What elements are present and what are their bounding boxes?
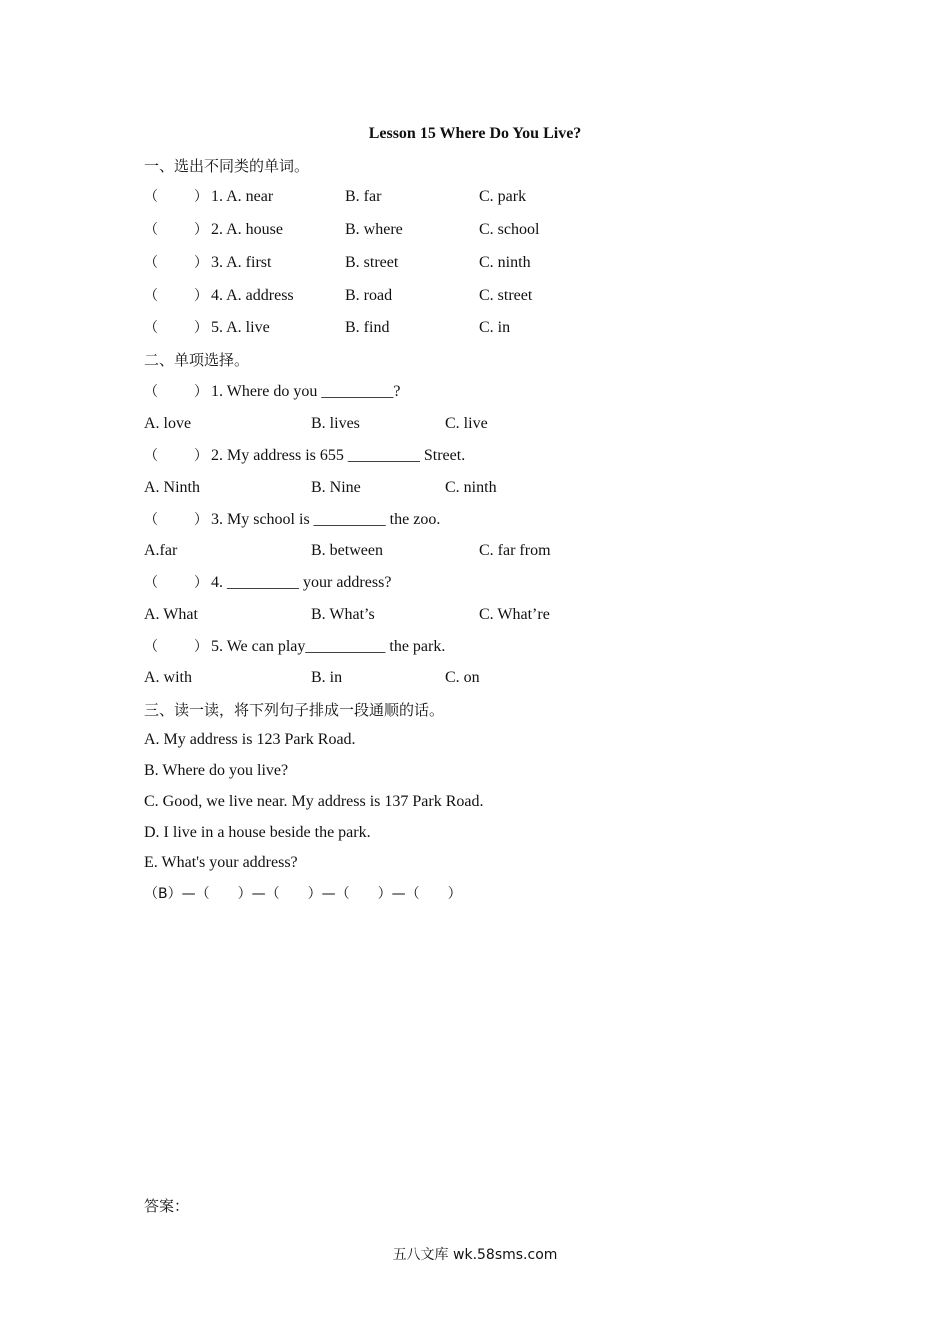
- option-c: C. live: [445, 415, 488, 432]
- footer-watermark: 五八文库 wk.58sms.com: [392, 1247, 558, 1263]
- option-c: C. What’re: [479, 606, 550, 623]
- option-c: C. ninth: [445, 479, 497, 496]
- option-b: B. find: [345, 319, 390, 336]
- answer-blank: （ ）: [144, 255, 208, 271]
- answer-blank: （ ）: [144, 189, 208, 205]
- section-3-heading: 三、读一读，将下列句子排成一段通顺的话。: [144, 701, 445, 719]
- option-a: A. love: [144, 415, 192, 432]
- answer-blank: （ ）: [144, 222, 208, 238]
- answer-blank: （ ）: [144, 384, 208, 400]
- option-c: C. on: [445, 669, 480, 686]
- question-text: 5. We can play__________ the park.: [211, 638, 446, 655]
- answer-blank: （ ）: [144, 512, 208, 528]
- option-a: A. Ninth: [144, 479, 200, 496]
- option-c: C. street: [479, 287, 533, 304]
- answer-blank: （ ）: [144, 288, 208, 304]
- answer-label: 答案：: [144, 1197, 190, 1215]
- question-text: 1. A. near: [211, 188, 274, 205]
- question-text: 2. My address is 655 _________ Street.: [211, 447, 466, 464]
- option-c: C. in: [479, 319, 511, 336]
- option-b: B. far: [345, 188, 382, 205]
- sentence: D. I live in a house beside the park.: [144, 824, 371, 841]
- sentence: C. Good, we live near. My address is 137 Park Road.: [144, 793, 484, 810]
- option-b: B. street: [345, 254, 399, 271]
- option-b: B. Nine: [311, 479, 361, 496]
- sentence: A. My address is 123 Park Road.: [144, 731, 356, 748]
- page-title: Lesson 15 Where Do You Live?: [368, 125, 582, 142]
- option-b: B. What’s: [311, 606, 375, 623]
- option-b: B. between: [311, 542, 383, 559]
- option-a: A. with: [144, 669, 192, 686]
- question-text: 4. A. address: [211, 287, 294, 304]
- option-c: C. school: [479, 221, 540, 238]
- option-b: B. in: [311, 669, 343, 686]
- option-a: A. What: [144, 606, 198, 623]
- question-text: 2. A. house: [211, 221, 283, 238]
- section-2-heading: 二、单项选择。: [144, 351, 250, 369]
- option-b: B. where: [345, 221, 403, 238]
- question-text: 4. _________ your address?: [211, 574, 392, 591]
- sentence: B. Where do you live?: [144, 762, 289, 779]
- option-c: C. park: [479, 188, 527, 205]
- question-text: 5. A. live: [211, 319, 270, 336]
- option-b: B. lives: [311, 415, 360, 432]
- question-text: 3. My school is _________ the zoo.: [211, 511, 441, 528]
- question-text: 3. A. first: [211, 254, 272, 271]
- answer-blank: （ ）: [144, 320, 208, 336]
- option-c: C. far from: [479, 542, 551, 559]
- option-c: C. ninth: [479, 254, 531, 271]
- question-text: 1. Where do you _________?: [211, 383, 401, 400]
- answer-blank: （ ）: [144, 639, 208, 655]
- answer-blank: （ ）: [144, 448, 208, 464]
- sentence: E. What's your address?: [144, 854, 298, 871]
- option-b: B. road: [345, 287, 393, 304]
- section-1-heading: 一、选出不同类的单词。: [144, 157, 310, 175]
- option-a: A.far: [144, 542, 178, 559]
- answer-blank: （ ）: [144, 575, 208, 591]
- order-answer-line: （B）—（ ）—（ ）—（ ）—（ ）: [144, 886, 462, 902]
